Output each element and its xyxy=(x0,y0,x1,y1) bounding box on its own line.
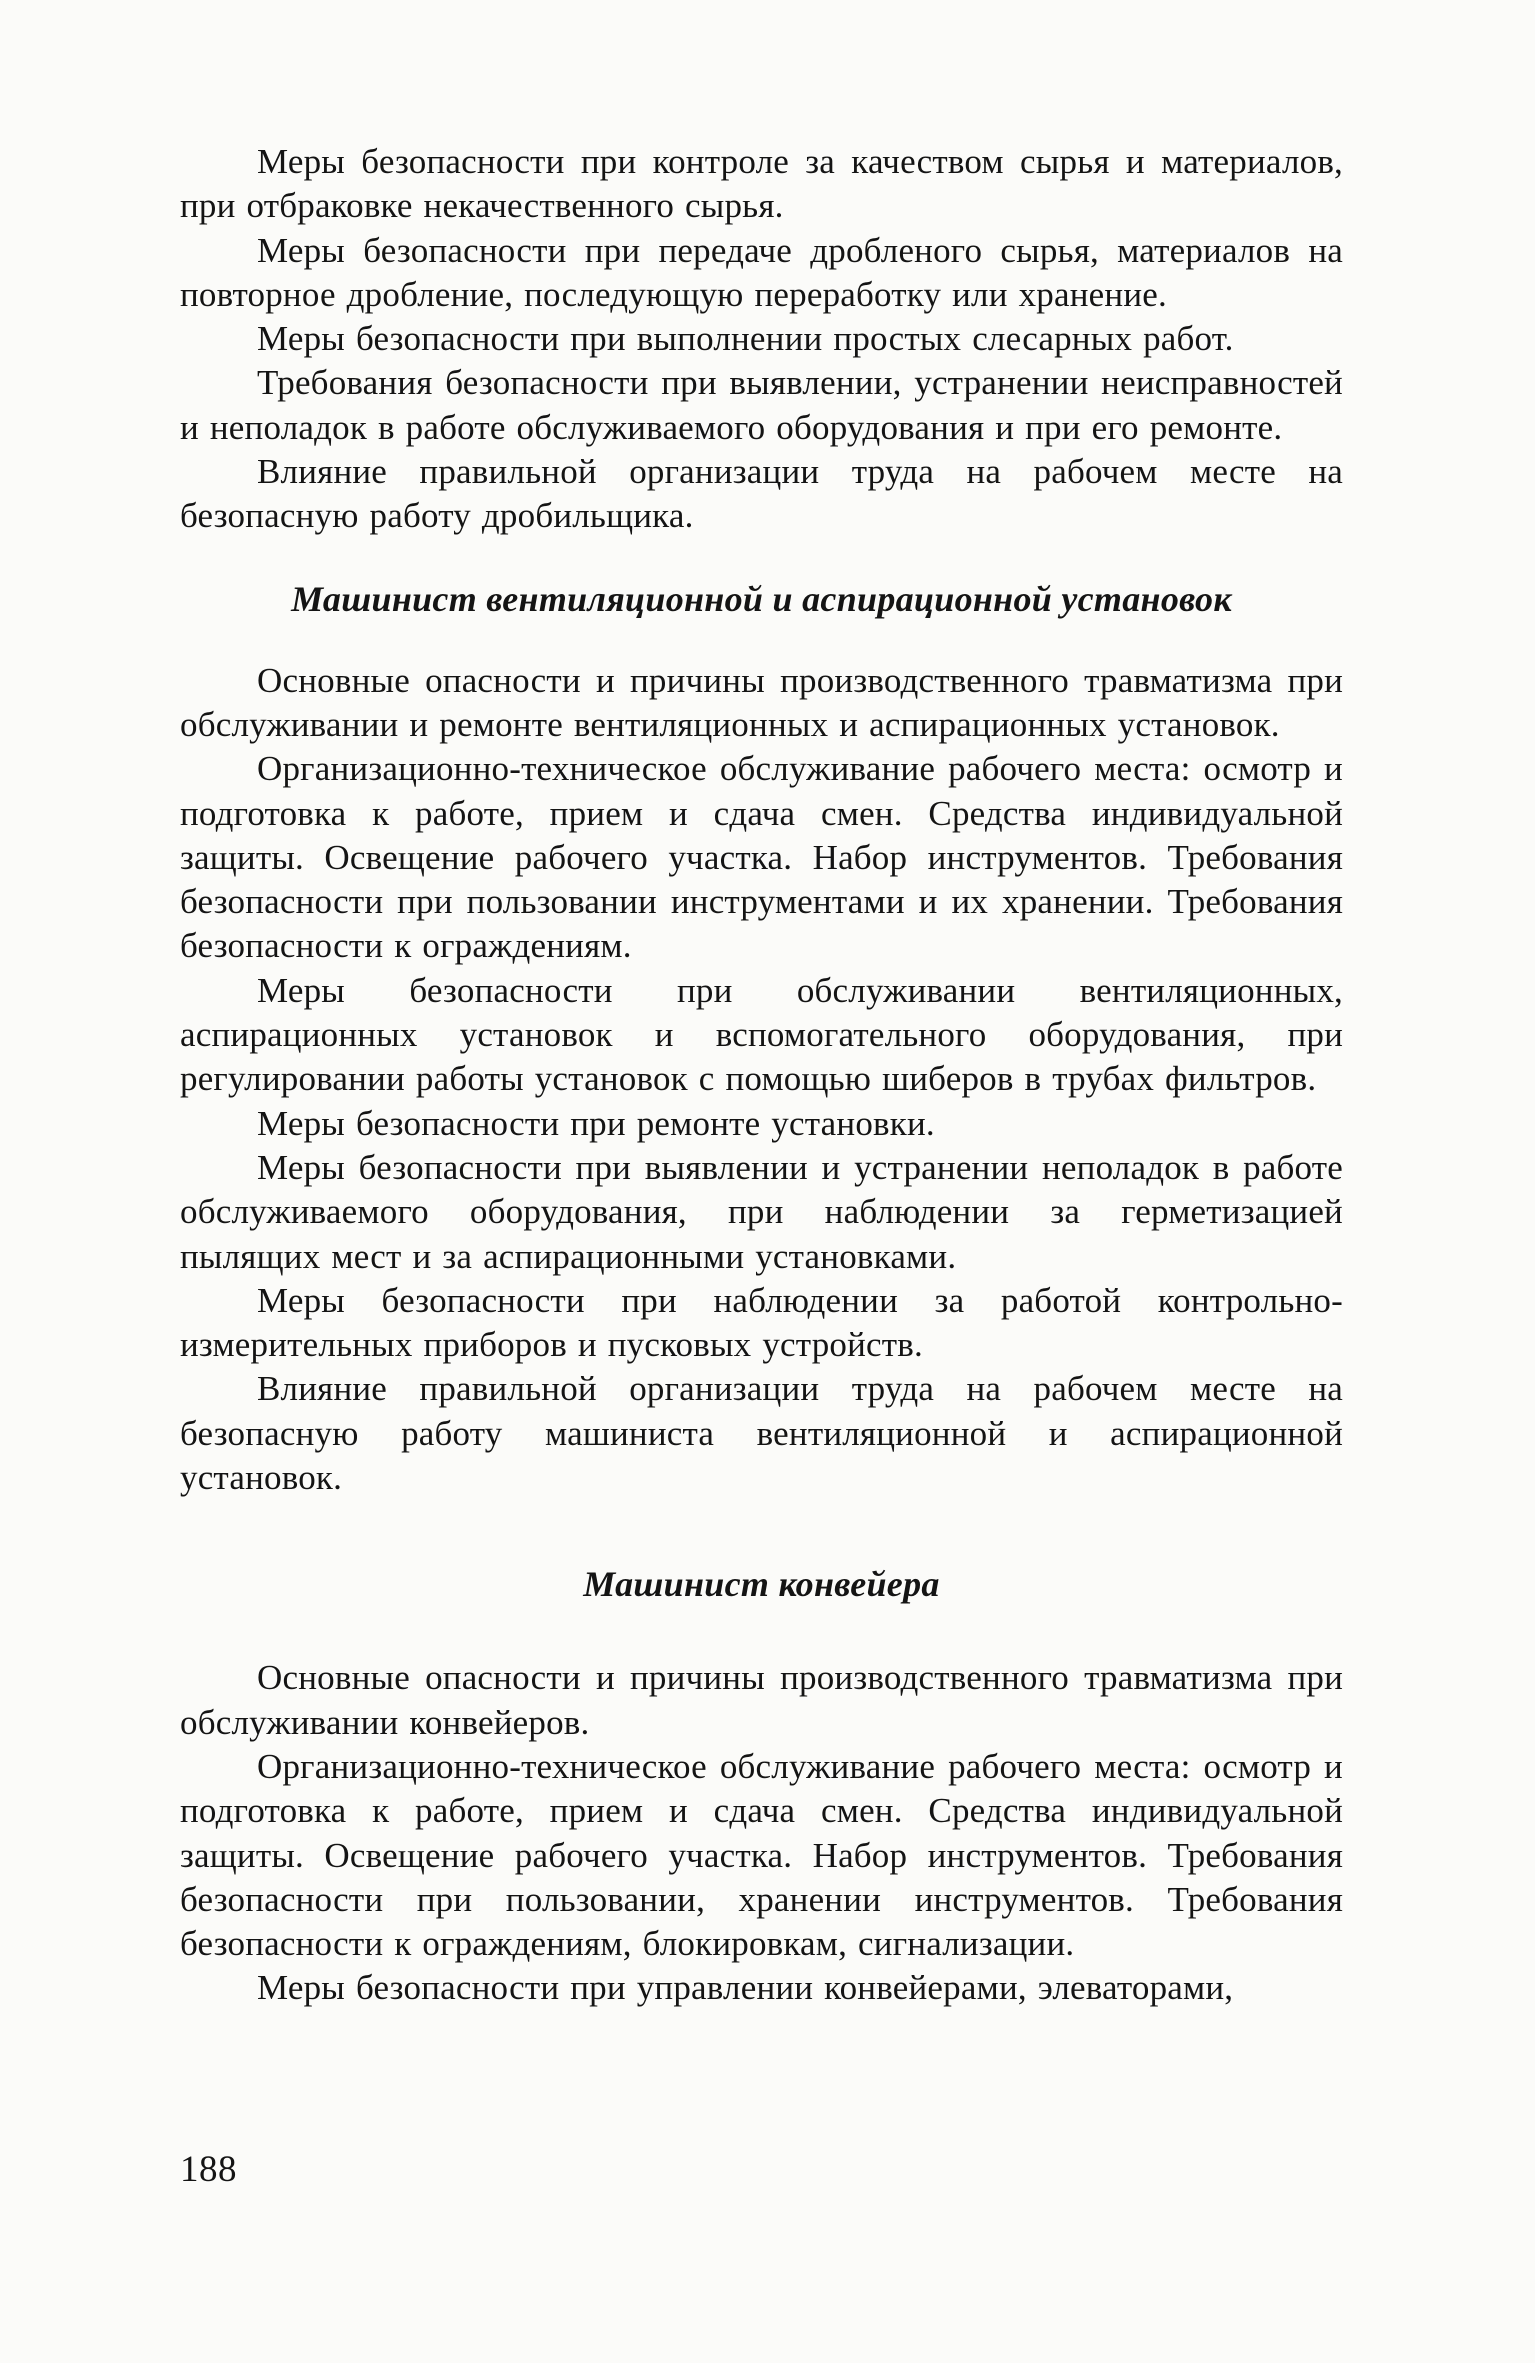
paragraph: Меры безопасности при передаче дробленого сырья, материалов на повторное дробление, последующую переработку или хранение. xyxy=(180,230,1343,314)
paragraph: Основные опасности и причины производственного травматизма при обслуживании конвейеров. xyxy=(180,1658,1343,1742)
paragraph: Основные опасности и причины производственного травматизма при обслуживании и ремонте вентиляционных и аспирационных установок. xyxy=(180,660,1343,744)
paragraph: Организационно-техническое обслуживание рабочего места: осмотр и подготовка к работе, прием и сдача смен. Средства индивидуальной защиты. Освещение рабочего участка. Набор инструментов. Требования безопасности при пользовании инструментами и их хранении. Требования безопасности к ограждениям. xyxy=(180,749,1343,966)
page-number: 188 xyxy=(180,2149,237,2190)
section-heading-ventilation: Машинист вентиляционной и аспирационной установок xyxy=(291,578,1232,619)
paragraph: Меры безопасности при обслуживании вентиляционных, аспирационных установок и вспомогательного оборудования, при регулировании работы установок с помощью шиберов в трубах фильтров. xyxy=(180,970,1343,1099)
paragraph: Меры безопасности при управлении конвейерами, элеваторами, xyxy=(257,1968,1234,2008)
page-text-block xyxy=(180,140,1343,2011)
paragraph: Организационно-техническое обслуживание рабочего места: осмотр и подготовка к работе, прием и сдача смен. Средства индивидуальной защиты. Освещение рабочего участка. Набор инструментов. Требования безопасности при пользовании, хранении инструментов. Требования безопасности к ограждениям, блокировкам, сигнализации. xyxy=(180,1746,1343,1964)
paragraph: Меры безопасности при ремонте установки. xyxy=(257,1103,935,1143)
section-heading-conveyor: Машинист конвейера xyxy=(583,1564,940,1605)
paragraph: Меры безопасности при выполнении простых слесарных работ. xyxy=(257,319,1234,359)
paragraph: Требования безопасности при выявлении, устранении неисправностей и неполадок в работе обслуживаемого оборудования и при его ремонте. xyxy=(180,363,1343,447)
paragraph: Меры безопасности при контроле за качеством сырья и материалов, при отбраковке некачественного сырья. xyxy=(180,142,1343,226)
paragraph: Меры безопасности при выявлении и устранении неполадок в работе обслуживаемого оборудования, при наблюдении за герметизацией пылящих мест и за аспирационными установками. xyxy=(180,1147,1343,1276)
paragraph: Влияние правильной организации труда на рабочем месте на безопасную работу машиниста вентиляционной и аспирационной установок. xyxy=(180,1369,1343,1498)
paragraph: Меры безопасности при наблюдении за работой контрольно-измерительных приборов и пусковых устройств. xyxy=(180,1280,1343,1365)
paragraph: Влияние правильной организации труда на рабочем месте на безопасную работу дробильщика. xyxy=(180,452,1343,536)
